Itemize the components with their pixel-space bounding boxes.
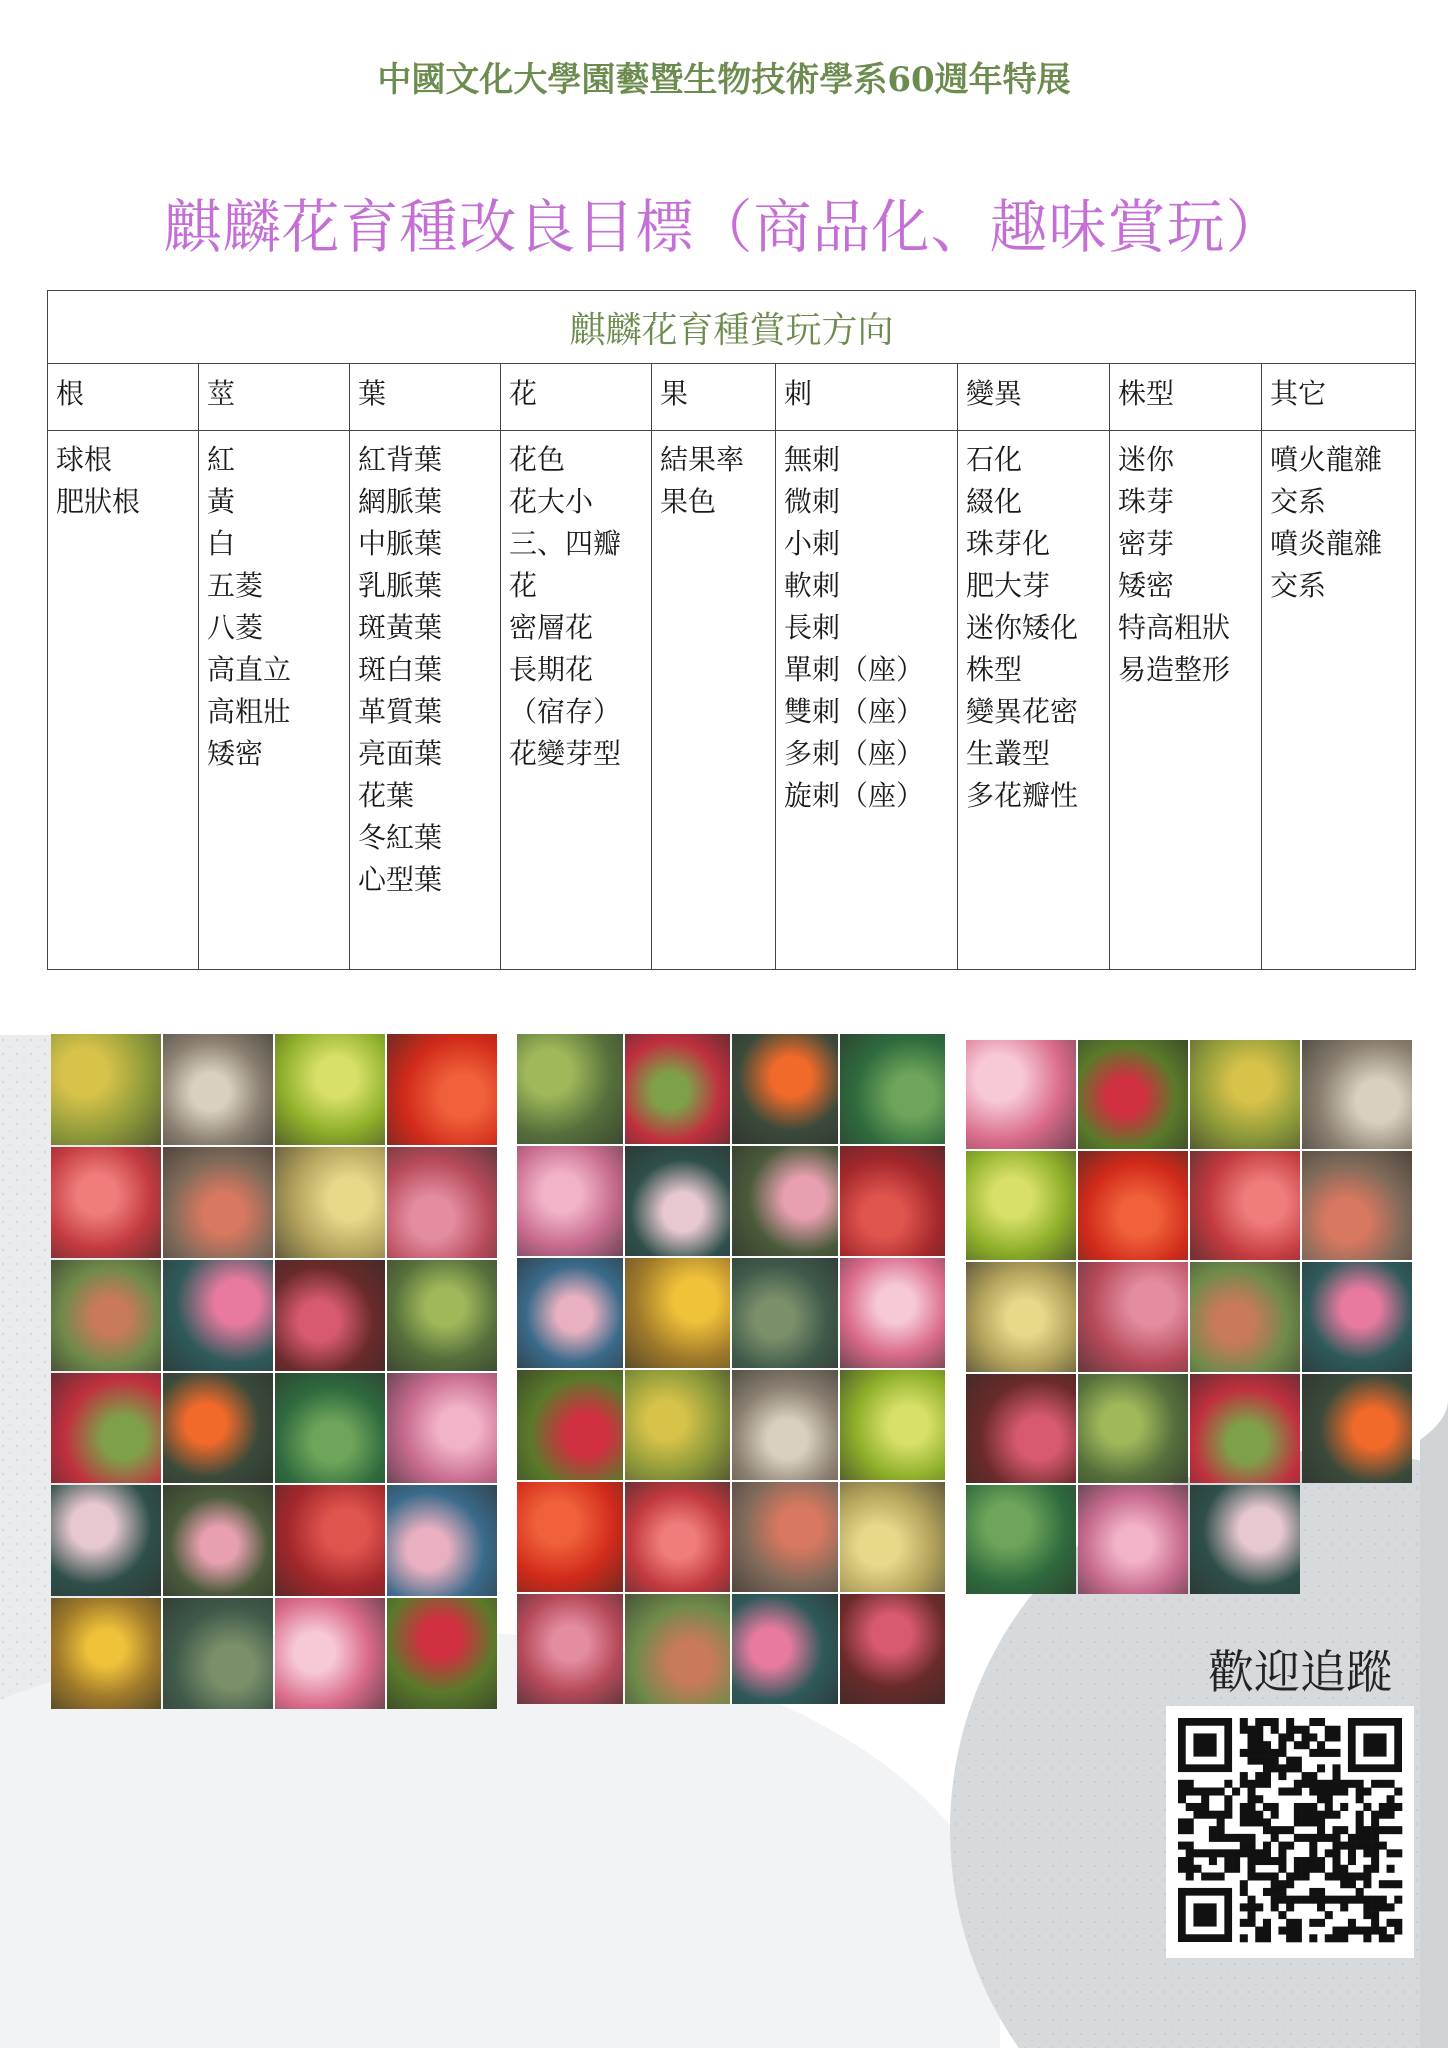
table-cell-item: 長期花: [509, 653, 594, 686]
plant-photo: [1078, 1262, 1188, 1371]
plant-photo: [387, 1373, 497, 1484]
column-items-plant-form: [1110, 431, 1262, 970]
table-cell-item: 交系: [1270, 485, 1327, 518]
table-cell-item: 網脈葉: [358, 485, 443, 518]
breeding-table-container: [47, 290, 1415, 970]
plant-photo: [51, 1147, 161, 1258]
plant-photo: [625, 1258, 731, 1368]
column-items-flower: [501, 431, 652, 970]
photo-gallery-right: [966, 1040, 1412, 1594]
table-cell-item: 乳脈葉: [358, 569, 443, 602]
plant-photo: [275, 1485, 385, 1596]
plant-photo: [163, 1147, 273, 1258]
table-cell-item: 雙刺（座）: [784, 695, 925, 728]
plant-photo: [51, 1034, 161, 1145]
table-cell-item: 五菱: [207, 569, 264, 602]
table-cell-item: 軟刺: [784, 569, 841, 602]
table-cell-item: 單刺（座）: [784, 653, 925, 686]
column-header-root: 根: [48, 364, 199, 431]
plant-photo: [1190, 1151, 1300, 1260]
column-header-plant-form: 株型: [1110, 364, 1262, 431]
table-cell-item: 肥大芽: [966, 569, 1051, 602]
table-header-row: [48, 364, 1416, 431]
table-cell-item: 黃: [207, 485, 236, 518]
table-cell-item: 紅背葉: [358, 443, 443, 476]
table-cell-item: 斑黃葉: [358, 611, 443, 644]
plant-photo: [966, 1485, 1076, 1594]
photo-gallery-middle: [517, 1034, 945, 1704]
table-cell-item: 無刺: [784, 443, 841, 476]
table-cell-item: 株型: [966, 653, 1023, 686]
plant-photo: [163, 1260, 273, 1371]
plant-photo: [732, 1594, 838, 1704]
plant-photo: [387, 1034, 497, 1145]
table-cell-item: 密層花: [509, 611, 594, 644]
plant-photo: [275, 1147, 385, 1258]
plant-photo: [1190, 1485, 1300, 1594]
plant-photo: [387, 1260, 497, 1371]
breeding-table: [47, 290, 1416, 970]
plant-photo: [732, 1258, 838, 1368]
plant-photo: [51, 1260, 161, 1371]
column-items-thorn: [776, 431, 958, 970]
table-cell-item: 旋刺（座）: [784, 779, 925, 812]
plant-photo: [387, 1485, 497, 1596]
table-cell-item: 噴火龍雜: [1270, 443, 1383, 476]
plant-photo: [517, 1146, 623, 1256]
column-items-fruit: [652, 431, 776, 970]
table-cell-item: 長刺: [784, 611, 841, 644]
table-cell-item: 白: [207, 527, 236, 560]
column-items-other: [1262, 431, 1416, 970]
table-body-row: [48, 431, 1416, 970]
table-cell-item: 花變芽型: [509, 737, 622, 770]
exhibition-header: 中國文化大學園藝暨生物技術學系60週年特展: [377, 60, 1071, 100]
plant-photo: [387, 1598, 497, 1709]
plant-photo: [1190, 1374, 1300, 1483]
plant-photo: [625, 1034, 731, 1144]
table-cell-item: 果色: [660, 485, 717, 518]
plant-photo: [51, 1373, 161, 1484]
plant-photo: [1302, 1040, 1412, 1149]
table-cell-item: 冬紅葉: [358, 821, 443, 854]
plant-photo: [517, 1034, 623, 1144]
plant-photo: [966, 1262, 1076, 1371]
table-cell-item: 密芽: [1118, 527, 1175, 560]
plant-photo: [1078, 1485, 1188, 1594]
table-cell-item: 八菱: [207, 611, 264, 644]
table-cell-item: 三、四瓣: [509, 527, 622, 560]
plant-photo: [163, 1373, 273, 1484]
table-cell-item: 珠芽: [1118, 485, 1175, 518]
table-cell-item: 球根: [56, 443, 113, 476]
column-header-stem: 莖: [199, 364, 350, 431]
table-cell-item: 高粗壯: [207, 695, 292, 728]
table-cell-item: 迷你矮化: [966, 611, 1079, 644]
plant-photo: [1190, 1262, 1300, 1371]
table-cell-item: 花色: [509, 443, 566, 476]
qr-code-icon: [1166, 1706, 1414, 1958]
plant-photo: [51, 1485, 161, 1596]
table-cell-item: 石化: [966, 443, 1023, 476]
table-cell-item: 生叢型: [966, 737, 1051, 770]
table-cell-item: 矮密: [1118, 569, 1175, 602]
plant-photo: [1078, 1151, 1188, 1260]
plant-photo: [275, 1598, 385, 1709]
table-cell-item: 多刺（座）: [784, 737, 925, 770]
plant-photo: [625, 1146, 731, 1256]
plant-photo: [840, 1594, 946, 1704]
plant-photo: [840, 1034, 946, 1144]
table-cell-item: 多花瓣性: [966, 779, 1079, 812]
plant-photo: [517, 1370, 623, 1480]
plant-photo: [732, 1034, 838, 1144]
plant-photo: [275, 1373, 385, 1484]
table-cell-item: 高直立: [207, 653, 292, 686]
plant-photo: [517, 1482, 623, 1592]
plant-photo: [625, 1482, 731, 1592]
table-cell-item: 紅: [207, 443, 236, 476]
plant-photo: [966, 1151, 1076, 1260]
plant-photo: [517, 1258, 623, 1368]
table-cell-item: 小刺: [784, 527, 841, 560]
plant-photo: [840, 1370, 946, 1480]
table-cell-item: 花葉: [358, 779, 415, 812]
table-cell-item: 結果率: [660, 443, 745, 476]
plant-photo: [625, 1370, 731, 1480]
table-cell-item: 噴炎龍雜: [1270, 527, 1383, 560]
plant-photo: [275, 1260, 385, 1371]
table-cell-item: 迷你: [1118, 443, 1175, 476]
plant-photo: [840, 1482, 946, 1592]
plant-photo: [275, 1034, 385, 1145]
plant-photo: [1302, 1374, 1412, 1483]
plant-photo: [1302, 1262, 1412, 1371]
plant-photo: [1190, 1040, 1300, 1149]
plant-photo: [1302, 1151, 1412, 1260]
plant-photo: [840, 1258, 946, 1368]
column-header-variation: 變異: [958, 364, 1110, 431]
table-caption: 麒麟花育種賞玩方向: [48, 291, 1416, 364]
column-items-root: [48, 431, 199, 970]
table-cell-item: （宿存）: [509, 695, 622, 728]
column-header-other: 其它: [1262, 364, 1416, 431]
table-cell-item: 花大小: [509, 485, 594, 518]
plant-photo: [732, 1370, 838, 1480]
table-cell-item: 肥狀根: [56, 485, 141, 518]
column-items-variation: [958, 431, 1110, 970]
table-cell-item: 矮密: [207, 737, 264, 770]
plant-photo: [163, 1485, 273, 1596]
plant-photo: [732, 1482, 838, 1592]
plant-photo: [517, 1594, 623, 1704]
table-cell-item: 易造整形: [1118, 653, 1231, 686]
plant-photo: [163, 1598, 273, 1709]
plant-photo: [1078, 1374, 1188, 1483]
plant-photo: [966, 1040, 1076, 1149]
photo-gallery-left: [51, 1034, 497, 1709]
plant-photo: [1078, 1040, 1188, 1149]
plant-photo: [966, 1374, 1076, 1483]
column-header-leaf: 葉: [350, 364, 501, 431]
table-cell-item: 微刺: [784, 485, 841, 518]
qr-code[interactable]: [1166, 1706, 1414, 1958]
table-cell-item: 革質葉: [358, 695, 443, 728]
table-cell-item: 斑白葉: [358, 653, 443, 686]
plant-photo: [840, 1146, 946, 1256]
table-cell-item: 花: [509, 569, 538, 602]
follow-us-text: 歡迎追蹤: [1208, 1645, 1392, 1699]
table-cell-item: 綴化: [966, 485, 1023, 518]
table-cell-item: 變異花密: [966, 695, 1079, 728]
plant-photo: [51, 1598, 161, 1709]
table-cell-item: 珠芽化: [966, 527, 1051, 560]
column-header-flower: 花: [501, 364, 652, 431]
plant-photo: [732, 1146, 838, 1256]
page-title: 麒麟花育種改良目標（商品化、趣味賞玩）: [163, 193, 1285, 261]
column-items-leaf: [350, 431, 501, 970]
table-cell-item: 中脈葉: [358, 527, 443, 560]
column-items-stem: [199, 431, 350, 970]
column-header-fruit: 果: [652, 364, 776, 431]
table-cell-item: 心型葉: [358, 863, 443, 896]
plant-photo: [387, 1147, 497, 1258]
plant-photo: [625, 1594, 731, 1704]
table-cell-item: 亮面葉: [358, 737, 443, 770]
table-cell-item: 特高粗狀: [1118, 611, 1231, 644]
column-header-thorn: 刺: [776, 364, 958, 431]
plant-photo: [163, 1034, 273, 1145]
table-cell-item: 交系: [1270, 569, 1327, 602]
